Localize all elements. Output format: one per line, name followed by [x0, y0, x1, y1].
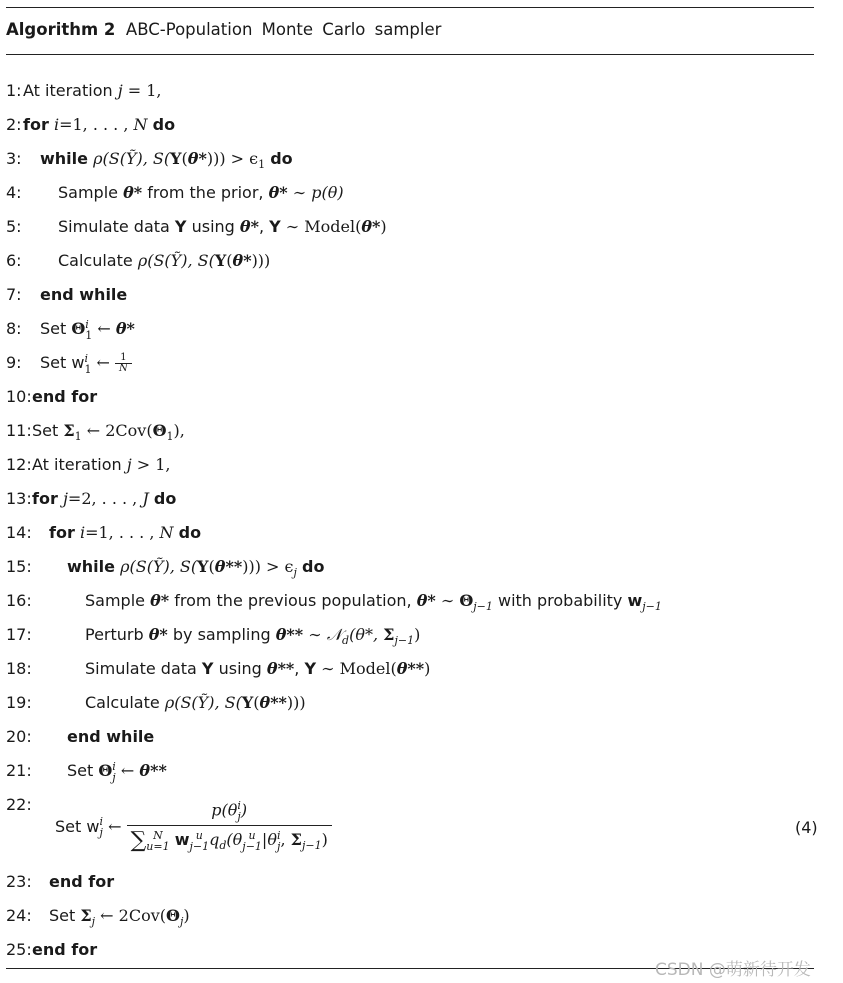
algo-line-1 — [6, 80, 162, 102]
line-number: 24: — [6, 906, 32, 925]
algo-line-18 — [6, 658, 431, 680]
algo-line-19 — [6, 692, 306, 714]
line-number: 4: — [6, 183, 22, 202]
line-content: Set Θ i 1 ← θ* — [40, 317, 135, 342]
algorithm-label: Algorithm 2 — [6, 20, 116, 39]
line-content: Set w i 1 ← $\frac{1}{N}$ — [40, 352, 132, 375]
line-number: 25: — [6, 940, 32, 959]
line-content: end while — [67, 727, 155, 746]
line-number: 1: — [6, 81, 22, 100]
algo-line-6 — [6, 250, 271, 272]
algo-line-17 — [6, 624, 421, 648]
algorithm-caption — [6, 20, 441, 39]
weight-fraction: p(θ i j ) ∑ N u=1 w u j−1 $q_d(\theta$ u j−1 |θ i j , $\Sigma_{j-1}$) — [127, 800, 332, 853]
algo-line-16 — [6, 590, 662, 614]
line-content: Simulate data Y using θ*, Y ∼ Model(θ*) — [58, 217, 387, 236]
algo-line-9 — [6, 351, 128, 376]
line-number: 12: — [6, 455, 32, 474]
line-number: 13: — [6, 489, 32, 508]
line-number: 21: — [6, 761, 32, 780]
line-content: Set Θ i j ← θ** — [67, 759, 167, 784]
algo-line-20 — [6, 726, 155, 748]
line-content: Calculate ρ(S(Ỹ), S(Y(θ*))) — [58, 251, 271, 270]
line-number: 18: — [6, 659, 32, 678]
line-number: 3: — [6, 149, 22, 168]
line-number: 23: — [6, 872, 32, 891]
line-content: end for — [49, 872, 115, 891]
line-number: 2: — [6, 115, 22, 134]
algorithm-title: ABC-Population Monte Carlo sampler — [125, 20, 442, 39]
line-content: Set $\Sigma_j$ ← $2Cov(\Theta_j)$ — [49, 906, 190, 929]
algo-line-14 — [6, 522, 202, 544]
line-number: 14: — [6, 523, 32, 542]
algo-line-15 — [6, 556, 325, 580]
line-number: 15: — [6, 557, 32, 576]
line-content: for i=1, . . . , N do — [49, 523, 202, 542]
algo-line-21 — [6, 759, 167, 784]
algo-line-23 — [6, 871, 115, 893]
algo-line-5 — [6, 216, 387, 238]
line-content: while ρ(S(Ỹ), $S(Y(\theta**))) > \epsilon_j$ do — [67, 557, 325, 580]
caption-rule — [6, 54, 814, 55]
line-content: Set $\Sigma_1$ ← $2Cov(\Theta_1)$, — [32, 421, 185, 444]
equation-number: (4) — [795, 818, 818, 837]
algo-line-12 — [6, 454, 171, 476]
line-number: 19: — [6, 693, 32, 712]
line-number: 20: — [6, 727, 32, 746]
algo-line-3 — [6, 148, 293, 172]
weight-update-equation: Set w i j ← p(θ i j ) ∑ N u=1 w u j−1 $q_d(\theta$ u j−1 |θ i j , $\Sigma_{j-1}$) — [55, 800, 332, 853]
line-number: 7: — [6, 285, 22, 304]
algo-line-11 — [6, 420, 185, 444]
line-content: end for — [32, 387, 98, 406]
line-content: Perturb θ* by sampling θ** ∼ 𝒩$_d$(θ*, $\Sigma_{j-1}$) — [85, 625, 421, 648]
line-number: 17: — [6, 625, 32, 644]
line-content: end for — [32, 940, 98, 959]
algo-line-13 — [6, 488, 177, 510]
line-number: 11: — [6, 421, 32, 440]
algo-line-25 — [6, 939, 98, 961]
line-number: 9: — [6, 353, 22, 372]
line-number: 10: — [6, 387, 32, 406]
line-content: for j=2, . . . , J do — [32, 489, 177, 508]
algo-line-4 — [6, 182, 344, 204]
line-number: 8: — [6, 319, 22, 338]
line-content: At iteration j > 1, — [32, 455, 171, 474]
line-number: 16: — [6, 591, 32, 610]
watermark: CSDN @萌新待开发 — [655, 960, 811, 980]
algo-line-7 — [6, 284, 128, 306]
line-content: At iteration j = 1, — [23, 81, 162, 100]
line-number: 22: — [6, 795, 32, 814]
top-rule — [6, 7, 814, 8]
line-content: while ρ(S(Ỹ), $S(Y(\theta*))) > \epsilon_1$ do — [40, 149, 293, 172]
line-content: end while — [40, 285, 128, 304]
algo-line-2 — [6, 114, 176, 136]
line-content: Sample θ* from the prior, θ* ∼ p(θ) — [58, 183, 344, 202]
algo-line-24 — [6, 905, 190, 929]
line-content: Calculate ρ(S(Ỹ), S(Y(θ**))) — [85, 693, 306, 712]
line-content: Sample θ* from the previous population, θ* ∼ $\Theta_{j-1}$ with probability $w_{j-1}$ — [85, 591, 662, 614]
line-number: 5: — [6, 217, 22, 236]
algo-line-10 — [6, 386, 98, 408]
line-number: 6: — [6, 251, 22, 270]
algo-line-22 — [6, 794, 32, 816]
line-content: Simulate data Y using θ**, Y ∼ Model(θ**) — [85, 659, 431, 678]
algo-line-8 — [6, 317, 135, 342]
line-content: for i=1, . . . , N do — [23, 115, 176, 134]
